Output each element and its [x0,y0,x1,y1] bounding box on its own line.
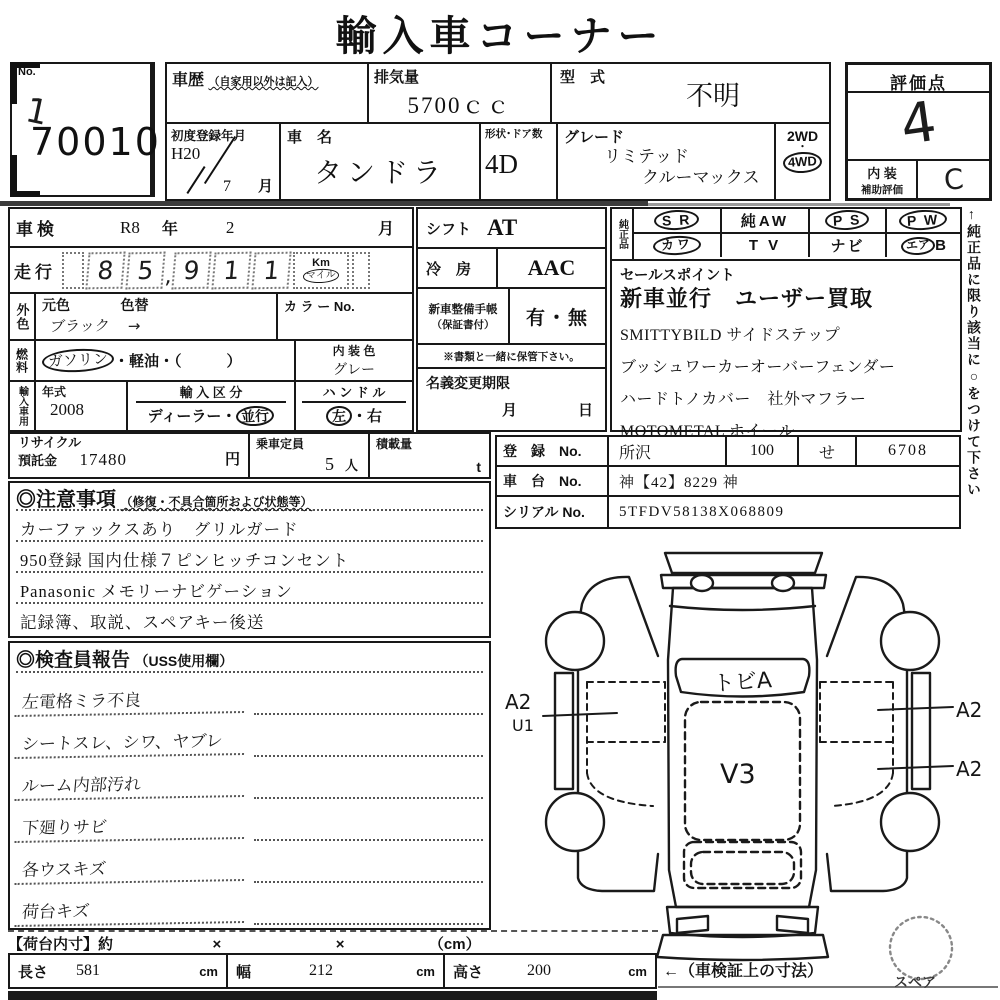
rating-score: 4 [896,88,941,158]
interior-color-value: グレー [333,363,375,378]
height-value: 200 [527,962,552,979]
cab-body [668,588,817,907]
scan-bar-light [648,203,950,206]
roof-damage-mark: V3 [720,759,756,790]
base-color-cell [36,294,278,339]
genuine-sunroof-circled: S R [654,209,700,231]
first-reg-era: H20 [171,144,201,163]
lot-tick: 1 [22,90,52,134]
exterior-color-label: 外色 [10,294,36,339]
inspection-month: 2 [225,217,235,237]
sales-points-box [610,259,962,440]
interior-color-label: 内 装 色 [332,344,376,358]
times-mark: × [212,936,222,953]
inspector-heading: ◎検査員報告 [16,650,131,671]
shift-label: シフト [426,220,472,238]
chassis-no-label: 車 台 No. [497,467,609,495]
car-name-cell [281,124,481,199]
drive-dot: ・ [797,142,808,153]
scan-bar-dark [0,201,648,206]
fuel-cell [36,341,294,380]
registration-number: 6708 [888,442,928,459]
import-use-label: 輸入車用 [10,382,36,430]
interior-label-1: 内 装 [867,166,897,181]
fuel-rest: ・軽油・（ ） [114,353,242,370]
spare-tire-circle [890,917,952,979]
registration-area: 所沢 [609,437,727,465]
registration-table [495,435,961,529]
interior-score: C [942,162,965,197]
hood-line [670,606,815,610]
car-name-value: タンドラ [313,158,446,189]
sales-line: MOTOMETAL ホイール [620,422,795,440]
transfer-day: 日 [577,402,593,419]
right-front-wheel [881,612,939,670]
division-dot: ・ [221,408,237,425]
fuel-gasoline-circled: ガソリン [41,347,114,374]
car-name-label: 車 名 [287,129,333,146]
vertical-note: ←純正品に限り該当に○をつけて下さい [966,208,982,498]
shift-value: AT [487,215,518,240]
rating-label: 評価点 [848,65,989,93]
shape-doors-value: 4D [485,149,518,179]
slash-mark [186,166,205,194]
interior-label-2: 補助評価 [861,184,903,196]
base-color-label: 元色 [42,297,70,313]
rear-skirt [657,935,828,960]
bed-dashed-arch [832,773,893,806]
model-year-cell [36,382,128,430]
serial-no-label: シリアル No. [497,497,609,527]
inspector-report-box [8,641,491,930]
inspection-era: R8 [120,217,140,237]
corner-bracket [10,191,40,197]
first-reg-month: 7 [223,178,231,195]
color-no-cell [278,294,412,339]
spare-label: スペア [894,974,936,990]
length-label: 長さ [18,963,49,981]
service-book-label2: （保証書付） [431,318,495,331]
genuine-parts-table [610,207,962,261]
sales-line: ハードトノカバー 社外マフラー [620,390,867,408]
transfer-label: 名義変更期限 [426,375,510,391]
notes-heading-note: （修復・不具合箇所および状態等） [120,495,313,509]
unit-mile-circled: マイル [303,268,339,283]
genuine-power-steering-circled: P S [825,209,870,231]
grade-label: グレード [564,129,625,146]
inspector-line: 下廻りサビ [15,810,247,843]
hood-detail-right [772,575,794,591]
capacity-cell [248,434,368,477]
registration-class: 100 [727,437,799,465]
handle-label: ハ ン ド ル [302,382,406,403]
transfer-month: 月 [502,402,518,419]
width-cell [226,955,443,987]
first-reg-month-suffix: 月 [257,178,273,195]
recycle-row [8,432,491,479]
right-rocker [912,673,930,789]
handle-left-circled: 左 [325,405,352,426]
recycle-amount: 17480 [79,450,127,470]
inspector-line: 荷台キズ [15,894,247,927]
genuine-alloy-wheels: 純AW [722,209,810,232]
rating-box [845,62,992,201]
length-cell [10,955,226,987]
color-no-label: カ ラ ー No. [284,299,355,314]
recycle-cell [10,434,248,477]
genuine-label: 純正品 [612,209,634,259]
note-line: 記録簿、取説、スペアキー後送 [20,613,265,632]
inspection-year-suffix: 年 [161,221,178,238]
model-year-value: 2008 [50,400,84,419]
load-cell [368,434,489,477]
fuel-label: 燃料 [10,341,36,380]
notes-box [8,481,491,638]
genuine-airbag-circled: エア [901,236,936,256]
grade-cell [558,124,776,199]
length-value: 581 [76,962,101,979]
import-division-cell [128,382,296,430]
document-note: ※書類と一緒に保管下さい。 [443,350,580,363]
odometer-digit: 1 [251,251,291,289]
drive-4wd-circled: 4WD [783,151,823,174]
genuine-power-windows-circled: P W [899,209,948,232]
odometer-digit: 8 [85,251,125,289]
handle-right: 右 [367,408,383,425]
genuine-leather-circled: カワ [653,235,702,256]
inspector-line: シートスレ、シワ、ヤブレ [15,726,247,759]
length-unit: cm [199,963,218,979]
odometer-digit: 5 [125,251,165,289]
unit-km: Km [312,256,330,269]
base-color-value: ブラック [49,316,111,336]
model-value: 不明 [686,81,740,111]
serial-no-value: 5TFDV58138X068809 [619,503,785,520]
height-label: 高さ [453,963,484,981]
drive-cell [776,124,829,199]
displacement-value: 5700ｃｃ [407,93,512,118]
inspector-line: 左電格ミラ不良 [15,684,247,717]
tail-light-left [677,916,708,933]
bed-dims-heading: 【荷台内寸】約 [8,936,114,953]
width-unit: cm [416,963,435,979]
model-year-label: 年式 [42,385,67,399]
interior-rating-label-cell [848,161,918,198]
notes-heading: ◎注意事項 [16,489,116,511]
capacity-label: 乗車定員 [256,437,305,451]
history-note: （自家用以外は記入） [208,76,319,88]
drive-2wd: 2WD [786,128,819,144]
note-line: カーファックスあり グリルガード [16,511,483,542]
displacement-cell [369,64,552,122]
lot-number: 70010 [30,120,161,164]
inspector-heading-note: （USS使用欄） [134,653,234,669]
genuine-airbag-b: B [935,237,946,254]
right-rear-wheel [881,793,939,851]
middle-column [416,207,607,432]
windshield-damage-mark: トビA [712,668,773,698]
bottom-bar [8,991,657,1000]
service-book-value: 有・無 [525,307,589,329]
recycle-label1: リサイクル [18,435,82,450]
sales-line: ブッシュワーカーオーバーフェンダー [620,358,896,376]
height-unit: cm [628,963,647,979]
page-title: 輸入車コーナー [335,13,665,59]
ac-label: 冷 房 [418,249,498,287]
inspection-label: 車検 [16,220,58,239]
registration-kana: せ [799,437,857,465]
transfer-cell [418,367,605,426]
capacity-unit: 人 [344,458,358,473]
handle-dot: ・ [351,408,367,425]
first-reg-cell [167,124,281,199]
inspection-month-suffix: 月 [377,221,394,238]
grade-line1: リミテッド [604,147,689,166]
right-damage-mark-a2-lower: A2 [956,757,983,781]
times-mark: × [335,936,345,953]
note-line: Panasonic メモリーナビゲーション [16,573,483,604]
left-damage-mark-a2: A2 [505,690,532,714]
import-division-label: 輸 入 区 分 [136,382,286,403]
left-rocker [555,673,573,789]
left-table [8,207,414,432]
corner-bracket [10,62,17,104]
sales-points-label: セールスポイント [620,268,735,284]
lot-number-box [10,62,161,197]
displacement-label: 排気量 [374,69,420,86]
model-cell [552,64,829,122]
width-label: 幅 [236,963,252,981]
sales-line: SMITTYBILD サイドステップ [620,326,841,344]
model-label: 型 式 [560,69,606,86]
rear-window-outer-dashed [684,842,801,888]
front-bumper-lip [661,575,826,588]
truck-top-view [495,530,1000,990]
hood-detail-left [691,575,713,591]
lot-no-label: No. [18,66,36,78]
capacity-value: 5 [325,454,334,474]
division-parallel-circled: 並行 [236,405,275,427]
vehicle-diagram [495,530,1000,990]
bed-dims-unit: （cm） [428,936,481,953]
shape-doors-cell [481,124,558,199]
grade-line2: クルーマックス [642,168,760,188]
left-front-wheel [546,612,604,670]
division-dealer: ディーラー [147,408,222,425]
service-book-label1: 新車整備手帳 [428,303,498,316]
bed-dashed-arch [587,773,653,806]
chassis-no-value: 神【42】8229 神 [619,474,739,491]
recycle-label2: 預託金 [18,453,58,469]
odometer-digit: 9 [171,251,211,289]
load-unit: t [476,459,481,475]
front-bumper [665,553,822,573]
color-arrow: → [127,316,142,336]
history-label: 車歴 [172,72,205,89]
mileage-label: 走行 [14,262,56,282]
genuine-navi: ナビ [810,234,887,257]
tail-light-right [777,916,808,933]
interior-color-cell [294,341,412,380]
dims-note: ←（車検証上の寸法） [663,963,824,980]
note-line: 950登録 国内仕様７ピンヒッチコンセント [16,542,483,573]
odometer-comma: , [163,263,174,289]
registration-no-label: 登 録 No. [497,437,609,465]
sales-line: 新車並行 ユーザー買取 [620,286,874,311]
left-damage-mark-u1: U1 [512,716,534,735]
inspector-line: ルーム内部汚れ [15,768,247,801]
ac-value: AAC [527,255,576,280]
shape-doors-label: 形状･ドア数 [485,128,543,140]
inspector-line: 各ウスキズ [15,852,247,885]
header-table [165,62,831,201]
left-rear-wheel [546,793,604,851]
first-reg-label: 初度登録年月 [171,129,247,143]
right-damage-mark-a2-upper: A2 [956,698,983,722]
change-color-label: 色替 [120,297,149,313]
odometer-digit: 1 [211,251,251,289]
handle-cell [296,382,412,430]
recycle-unit: 円 [224,451,240,468]
genuine-tv: T V [722,234,810,257]
service-book-label-cell [418,289,510,343]
rear-window-inner-dashed [691,852,794,884]
history-cell [167,64,369,122]
width-value: 212 [309,962,334,979]
load-label: 積載量 [376,437,413,451]
